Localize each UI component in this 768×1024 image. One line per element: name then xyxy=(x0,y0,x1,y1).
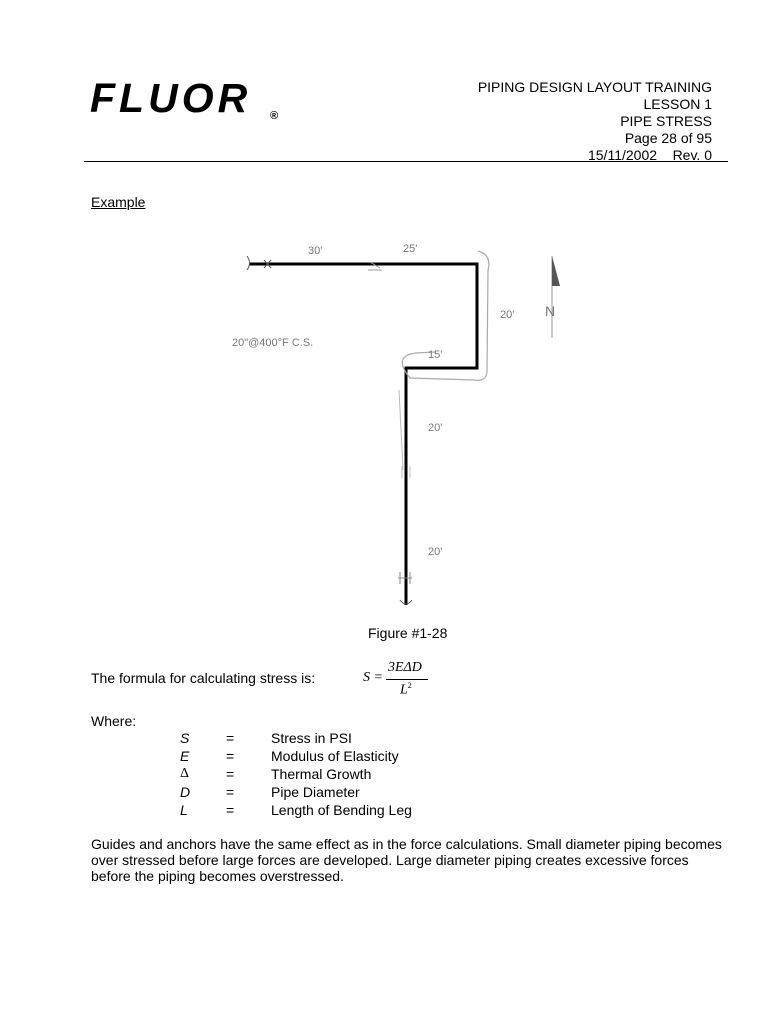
anchor-start-mark xyxy=(247,256,250,270)
date-revision: 15/11/2002 Rev. 0 xyxy=(587,147,712,163)
course-title: PIPING DESIGN LAYOUT TRAINING xyxy=(477,79,712,95)
denominator-base: L xyxy=(400,682,408,698)
denominator-exponent: 2 xyxy=(407,681,412,690)
formula-denominator xyxy=(400,681,412,699)
deflection-mark-lower xyxy=(399,390,403,470)
symbol: E xyxy=(180,748,190,764)
formula-lhs: S = xyxy=(363,670,383,685)
equals: = xyxy=(226,802,235,818)
equals: = xyxy=(226,766,235,782)
north-arrow xyxy=(545,256,560,338)
symbol: S xyxy=(180,730,190,746)
definition-text: Modulus of Elasticity xyxy=(271,748,399,764)
dim-offset: 15' xyxy=(428,349,443,361)
dim-right-vertical: 20' xyxy=(500,309,515,321)
symbol: Δ xyxy=(180,766,190,781)
fraction-bar xyxy=(386,679,428,680)
page-number: Page 28 of 95 xyxy=(624,130,712,146)
figure-caption: Figure #1-28 xyxy=(368,625,448,641)
definition-text: Length of Bending Leg xyxy=(271,802,412,818)
pipe-spec-label: 20"@400°F C.S. xyxy=(232,337,314,349)
header-divider xyxy=(84,161,728,162)
north-label: N xyxy=(545,303,556,319)
equals: = xyxy=(226,730,235,746)
dim-lower-upper: 20' xyxy=(428,422,443,434)
registered-mark: ® xyxy=(270,110,279,122)
definition-text: Pipe Diameter xyxy=(271,784,360,800)
dim-lower-lower: 20' xyxy=(428,546,443,558)
dim-top-left: 30' xyxy=(308,245,323,257)
equals: = xyxy=(226,784,235,800)
body-paragraph: Guides and anchors have the same effect as in the force calculations. Small diameter piping becomes over stressed before large forces are developed. Large diameter piping creates excessive forces before the piping becomes overstressed. xyxy=(91,836,722,884)
pipe-isometric-figure xyxy=(0,238,768,618)
formula-numerator: 3EΔD xyxy=(388,660,422,675)
stress-formula xyxy=(363,660,443,700)
lesson-number: LESSON 1 xyxy=(643,96,712,112)
document-header xyxy=(478,79,712,164)
where-label: Where: xyxy=(91,713,137,729)
dim-top-right: 25' xyxy=(403,243,418,255)
symbol: D xyxy=(180,784,191,800)
definition-text: Stress in PSI xyxy=(271,730,352,746)
lesson-topic: PIPE STRESS xyxy=(620,113,712,129)
symbol: L xyxy=(180,802,188,818)
equals: = xyxy=(226,748,235,764)
section-heading: Example xyxy=(91,194,146,210)
pipe-route xyxy=(249,264,477,605)
definition-text: Thermal Growth xyxy=(271,766,372,782)
formula-intro: The formula for calculating stress is: xyxy=(91,670,316,686)
company-logo: FLUOR xyxy=(90,75,252,121)
